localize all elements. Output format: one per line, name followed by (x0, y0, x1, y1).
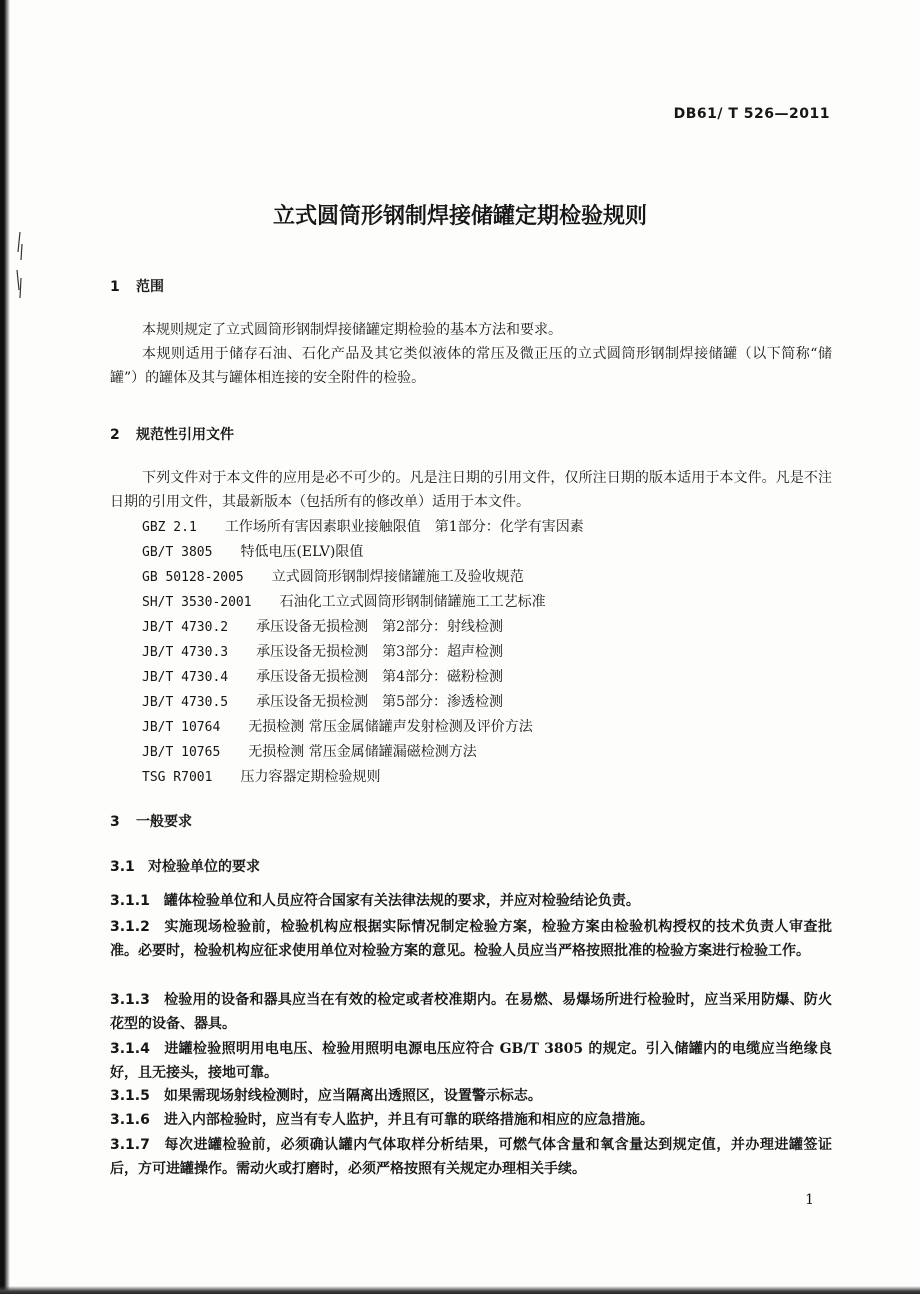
clause-text: 实施现场检验前，检验机构应根据实际情况制定检验方案，检验方案由检验机构授权的技术负责人审查批准。必要时，检验机构应征求使用单位对检验方案的意见。检验人员应当严格按照批准的检验方案进行检验工作。 (110, 919, 832, 959)
clause-3-1-4 (110, 1037, 832, 1085)
reference-code: JB/T 4730.4 (142, 670, 229, 685)
clause-number: 3.1.4 (110, 1041, 150, 1057)
reference-code: GB/T 3805 (142, 545, 213, 560)
standard-code: DB61/ T 526—2011 (673, 106, 830, 122)
reference-item (142, 641, 503, 661)
scan-edge-bottom (0, 1286, 920, 1294)
subsection-3-1-heading (110, 856, 260, 876)
reference-title: 承压设备无损检测 第5部分：渗透检测 (256, 694, 503, 710)
clause-text: 罐体检验单位和人员应符合国家有关法律法规的要求，并应对检验结论负责。 (163, 893, 640, 909)
subsection-number: 3.1 (110, 859, 135, 875)
reference-title: 石油化工立式圆筒形钢制储罐施工工艺标准 (279, 594, 546, 610)
reference-item (142, 566, 524, 586)
reference-code: GB 50128-2005 (142, 570, 244, 585)
section-number: 3 (110, 814, 120, 830)
reference-item (142, 666, 503, 686)
clause-text: 进罐检验照明用电电压、检验用照明电源电压应符合 GB/T 3805 的规定。引入储罐内的电缆应当绝缘良好，且无接头，接地可靠。 (110, 1041, 832, 1081)
clause-text: 进入内部检验时，应当有专人监护，并且有可靠的联络措施和相应的应急措施。 (163, 1112, 654, 1128)
clause-3-1-5 (110, 1084, 832, 1108)
clause-text: 如果需现场射线检测时，应当隔离出透照区，设置警示标志。 (163, 1088, 542, 1104)
clause-number: 3.1.3 (110, 992, 150, 1008)
clause-3-1-1 (110, 889, 832, 913)
paragraph: 本规则适用于储存石油、石化产品及其它类似液体的常压及微正压的立式圆筒形钢制焊接储罐（以下简称“储罐”）的罐体及其与罐体相连接的安全附件的检验。 (110, 346, 832, 386)
clause-3-1-3 (110, 988, 832, 1036)
reference-code: JB/T 10765 (142, 745, 221, 760)
reference-code: GBZ 2.1 (142, 520, 197, 535)
reference-title: 压力容器定期检验规则 (240, 769, 381, 785)
reference-code: JB/T 4730.5 (142, 695, 229, 710)
reference-item (142, 591, 546, 611)
section-number: 1 (110, 279, 120, 295)
section-title: 一般要求 (136, 814, 192, 830)
reference-code: JB/T 4730.3 (142, 645, 229, 660)
reference-item (142, 741, 477, 761)
reference-item (142, 766, 380, 786)
reference-code: JB/T 4730.2 (142, 620, 229, 635)
clause-number: 3.1.5 (110, 1088, 150, 1104)
clause-text: 每次进罐检验前，必须确认罐内气体取样分析结果，可燃气体含量和氧含量达到规定值，并办理进罐签证后，方可进罐操作。需动火或打磨时，必须严格按照有关规定办理相关手续。 (110, 1137, 832, 1177)
clause-3-1-7 (110, 1133, 832, 1181)
clause-number: 3.1.6 (110, 1112, 150, 1128)
clause-number: 3.1.7 (110, 1137, 150, 1153)
section-title: 规范性引用文件 (136, 427, 234, 443)
reference-title: 无损检测 常压金属储罐漏磁检测方法 (248, 744, 477, 760)
reference-title: 无损检测 常压金属储罐声发射检测及评价方法 (248, 719, 533, 735)
clause-number: 3.1.1 (110, 893, 150, 909)
reference-code: JB/T 10764 (142, 720, 221, 735)
reference-title: 工作场所有害因素职业接触限值 第1部分：化学有害因素 (224, 519, 584, 535)
reference-item (142, 516, 584, 536)
document-title: 立式圆筒形钢制焊接储罐定期检验规则 (272, 204, 647, 229)
reference-title: 承压设备无损检测 第2部分：射线检测 (256, 619, 503, 635)
reference-item (142, 616, 503, 636)
section-number: 2 (110, 427, 120, 443)
scan-artifact-mark (12, 230, 26, 300)
reference-title: 立式圆筒形钢制焊接储罐施工及验收规范 (271, 569, 524, 585)
paragraph: 下列文件对于本文件的应用是必不可少的。凡是注日期的引用文件，仅所注日期的版本适用于本文件。凡是不注日期的引用文件，其最新版本（包括所有的修改单）适用于本文件。 (110, 470, 832, 510)
reference-code: TSG R7001 (142, 770, 213, 785)
section-3-heading (110, 811, 192, 831)
section-1-heading (110, 276, 164, 296)
scan-edge-left (0, 0, 10, 1294)
reference-code: SH/T 3530-2001 (142, 595, 252, 610)
clause-text: 检验用的设备和器具应当在有效的检定或者校准期内。在易燃、易爆场所进行检验时，应当采用防爆、防火花型的设备、器具。 (110, 992, 832, 1032)
reference-item (142, 541, 363, 561)
paragraph: 本规则规定了立式圆筒形钢制焊接储罐定期检验的基本方法和要求。 (142, 322, 562, 338)
section-title: 范围 (136, 279, 164, 295)
reference-title: 特低电压(ELV)限值 (240, 544, 364, 560)
clause-number: 3.1.2 (110, 919, 150, 935)
reference-item (142, 716, 533, 736)
page-number: 1 (805, 1192, 814, 1208)
reference-item (142, 691, 503, 711)
clause-3-1-6 (110, 1108, 832, 1132)
reference-title: 承压设备无损检测 第4部分：磁粉检测 (256, 669, 503, 685)
reference-title: 承压设备无损检测 第3部分：超声检测 (256, 644, 503, 660)
clause-3-1-2 (110, 915, 832, 963)
section-2-heading (110, 424, 234, 444)
subsection-title: 对检验单位的要求 (148, 859, 260, 875)
